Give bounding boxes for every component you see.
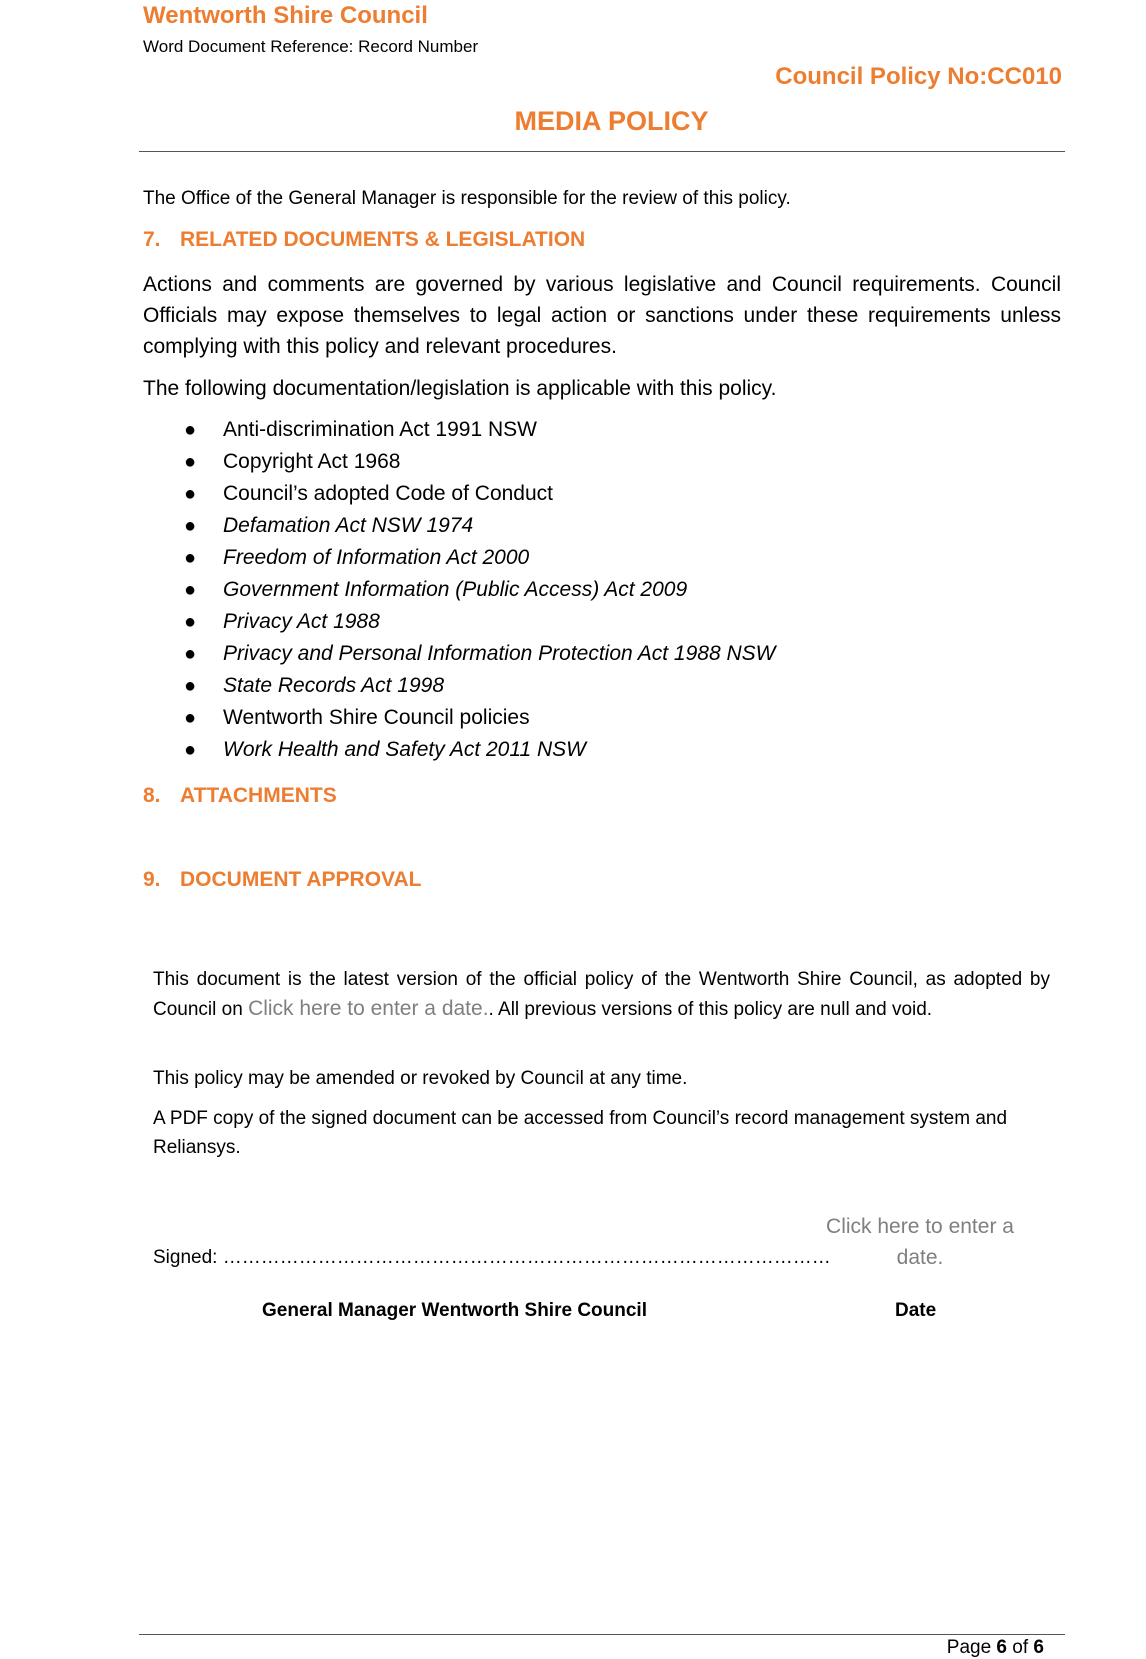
legislation-item-text: Privacy and Personal Information Protection Act 1988 NSW — [223, 642, 776, 665]
section-7-number: 7. — [143, 228, 161, 251]
section-9-title: DOCUMENT APPROVAL — [180, 868, 422, 891]
header-divider — [139, 151, 1065, 152]
bullet-icon: ● — [184, 707, 197, 729]
legislation-item — [0, 606, 775, 638]
legislation-item — [0, 638, 775, 670]
page-word: Page — [946, 1637, 992, 1658]
document-title: MEDIA POLICY — [514, 106, 709, 136]
bullet-icon: ● — [184, 675, 197, 697]
legislation-item — [0, 414, 775, 446]
section-7-title: RELATED DOCUMENTS & LEGISLATION — [180, 228, 586, 251]
legislation-item-text: Copyright Act 1968 — [223, 450, 401, 473]
bullet-icon: ● — [184, 547, 197, 569]
legislation-item-text: Privacy Act 1988 — [223, 610, 380, 633]
signatory-label: General Manager Wentworth Shire Council — [262, 1300, 647, 1321]
section-8-number: 8. — [143, 784, 161, 807]
legislation-item — [0, 510, 775, 542]
section-8-heading — [143, 784, 337, 808]
section-8-title: ATTACHMENTS — [180, 784, 337, 807]
signature-date-field[interactable]: Click here to enter a date. — [826, 1215, 1014, 1269]
pdf-copy-statement: A PDF copy of the signed document can be accessed from Council’s record management system and Reliansys. — [153, 1108, 1008, 1158]
section-7-paragraph-1: Actions and comments are governed by various legislative and Council requirements. Council Officials may expose themselves to legal action or sanctions under these requirements unless complying with this policy and relevant procedures. — [143, 273, 1061, 358]
legislation-item — [0, 478, 775, 510]
section-7-heading — [143, 228, 585, 252]
bullet-icon: ● — [184, 611, 197, 633]
bullet-icon: ● — [184, 643, 197, 665]
signature-line: Signed: …………………………………………………………………………………… — [153, 1247, 831, 1268]
section-9-heading — [143, 868, 422, 892]
legislation-item — [0, 702, 775, 734]
legislation-item-text: Wentworth Shire Council policies — [223, 706, 530, 729]
section-7-paragraph-2: The following documentation/legislation is applicable with this policy. — [143, 377, 777, 400]
bullet-icon: ● — [184, 419, 197, 441]
review-statement: The Office of the General Manager is responsible for the review of this policy. — [143, 188, 791, 209]
document-reference: Word Document Reference: Record Number — [143, 37, 479, 56]
legislation-item — [0, 734, 775, 766]
legislation-item-text: Defamation Act NSW 1974 — [223, 514, 474, 537]
bullet-icon: ● — [184, 483, 197, 505]
approval-text-end: . All previous versions of this policy are null and void. — [488, 999, 933, 1020]
bullet-icon: ● — [184, 739, 197, 761]
page-number — [947, 1637, 1044, 1659]
bullet-icon: ● — [184, 579, 197, 601]
legislation-list — [0, 414, 775, 766]
legislation-item — [0, 574, 775, 606]
total-pages: 6 — [1033, 1637, 1044, 1658]
approval-text-start: This document is the latest version of the official policy of the Wentworth Shire Council, as adopted by Council on — [153, 969, 1050, 1020]
legislation-item-text: Freedom of Information Act 2000 — [223, 546, 530, 569]
legislation-item — [0, 446, 775, 478]
footer-divider — [139, 1634, 1065, 1635]
legislation-item — [0, 670, 775, 702]
amendment-statement: This policy may be amended or revoked by Council at any time. — [153, 1068, 688, 1089]
bullet-icon: ● — [184, 451, 197, 473]
adoption-date-field[interactable]: Click here to enter a date. — [248, 997, 489, 1020]
legislation-item-text: State Records Act 1998 — [223, 674, 445, 697]
legislation-item — [0, 542, 775, 574]
date-label: Date — [895, 1300, 937, 1321]
legislation-item-text: Work Health and Safety Act 2011 NSW — [223, 738, 586, 761]
legislation-item-text: Government Information (Public Access) Act 2009 — [223, 578, 688, 601]
section-9-number: 9. — [143, 868, 161, 891]
bullet-icon: ● — [184, 515, 197, 537]
policy-number: Council Policy No:CC010 — [775, 63, 1062, 90]
approval-statement — [153, 965, 1050, 1024]
legislation-item-text: Council’s adopted Code of Conduct — [223, 482, 554, 505]
current-page: 6 — [996, 1637, 1007, 1658]
legislation-item-text: Anti-discrimination Act 1991 NSW — [223, 418, 537, 441]
organisation-name: Wentworth Shire Council — [143, 2, 428, 29]
of-word: of — [1012, 1637, 1029, 1658]
